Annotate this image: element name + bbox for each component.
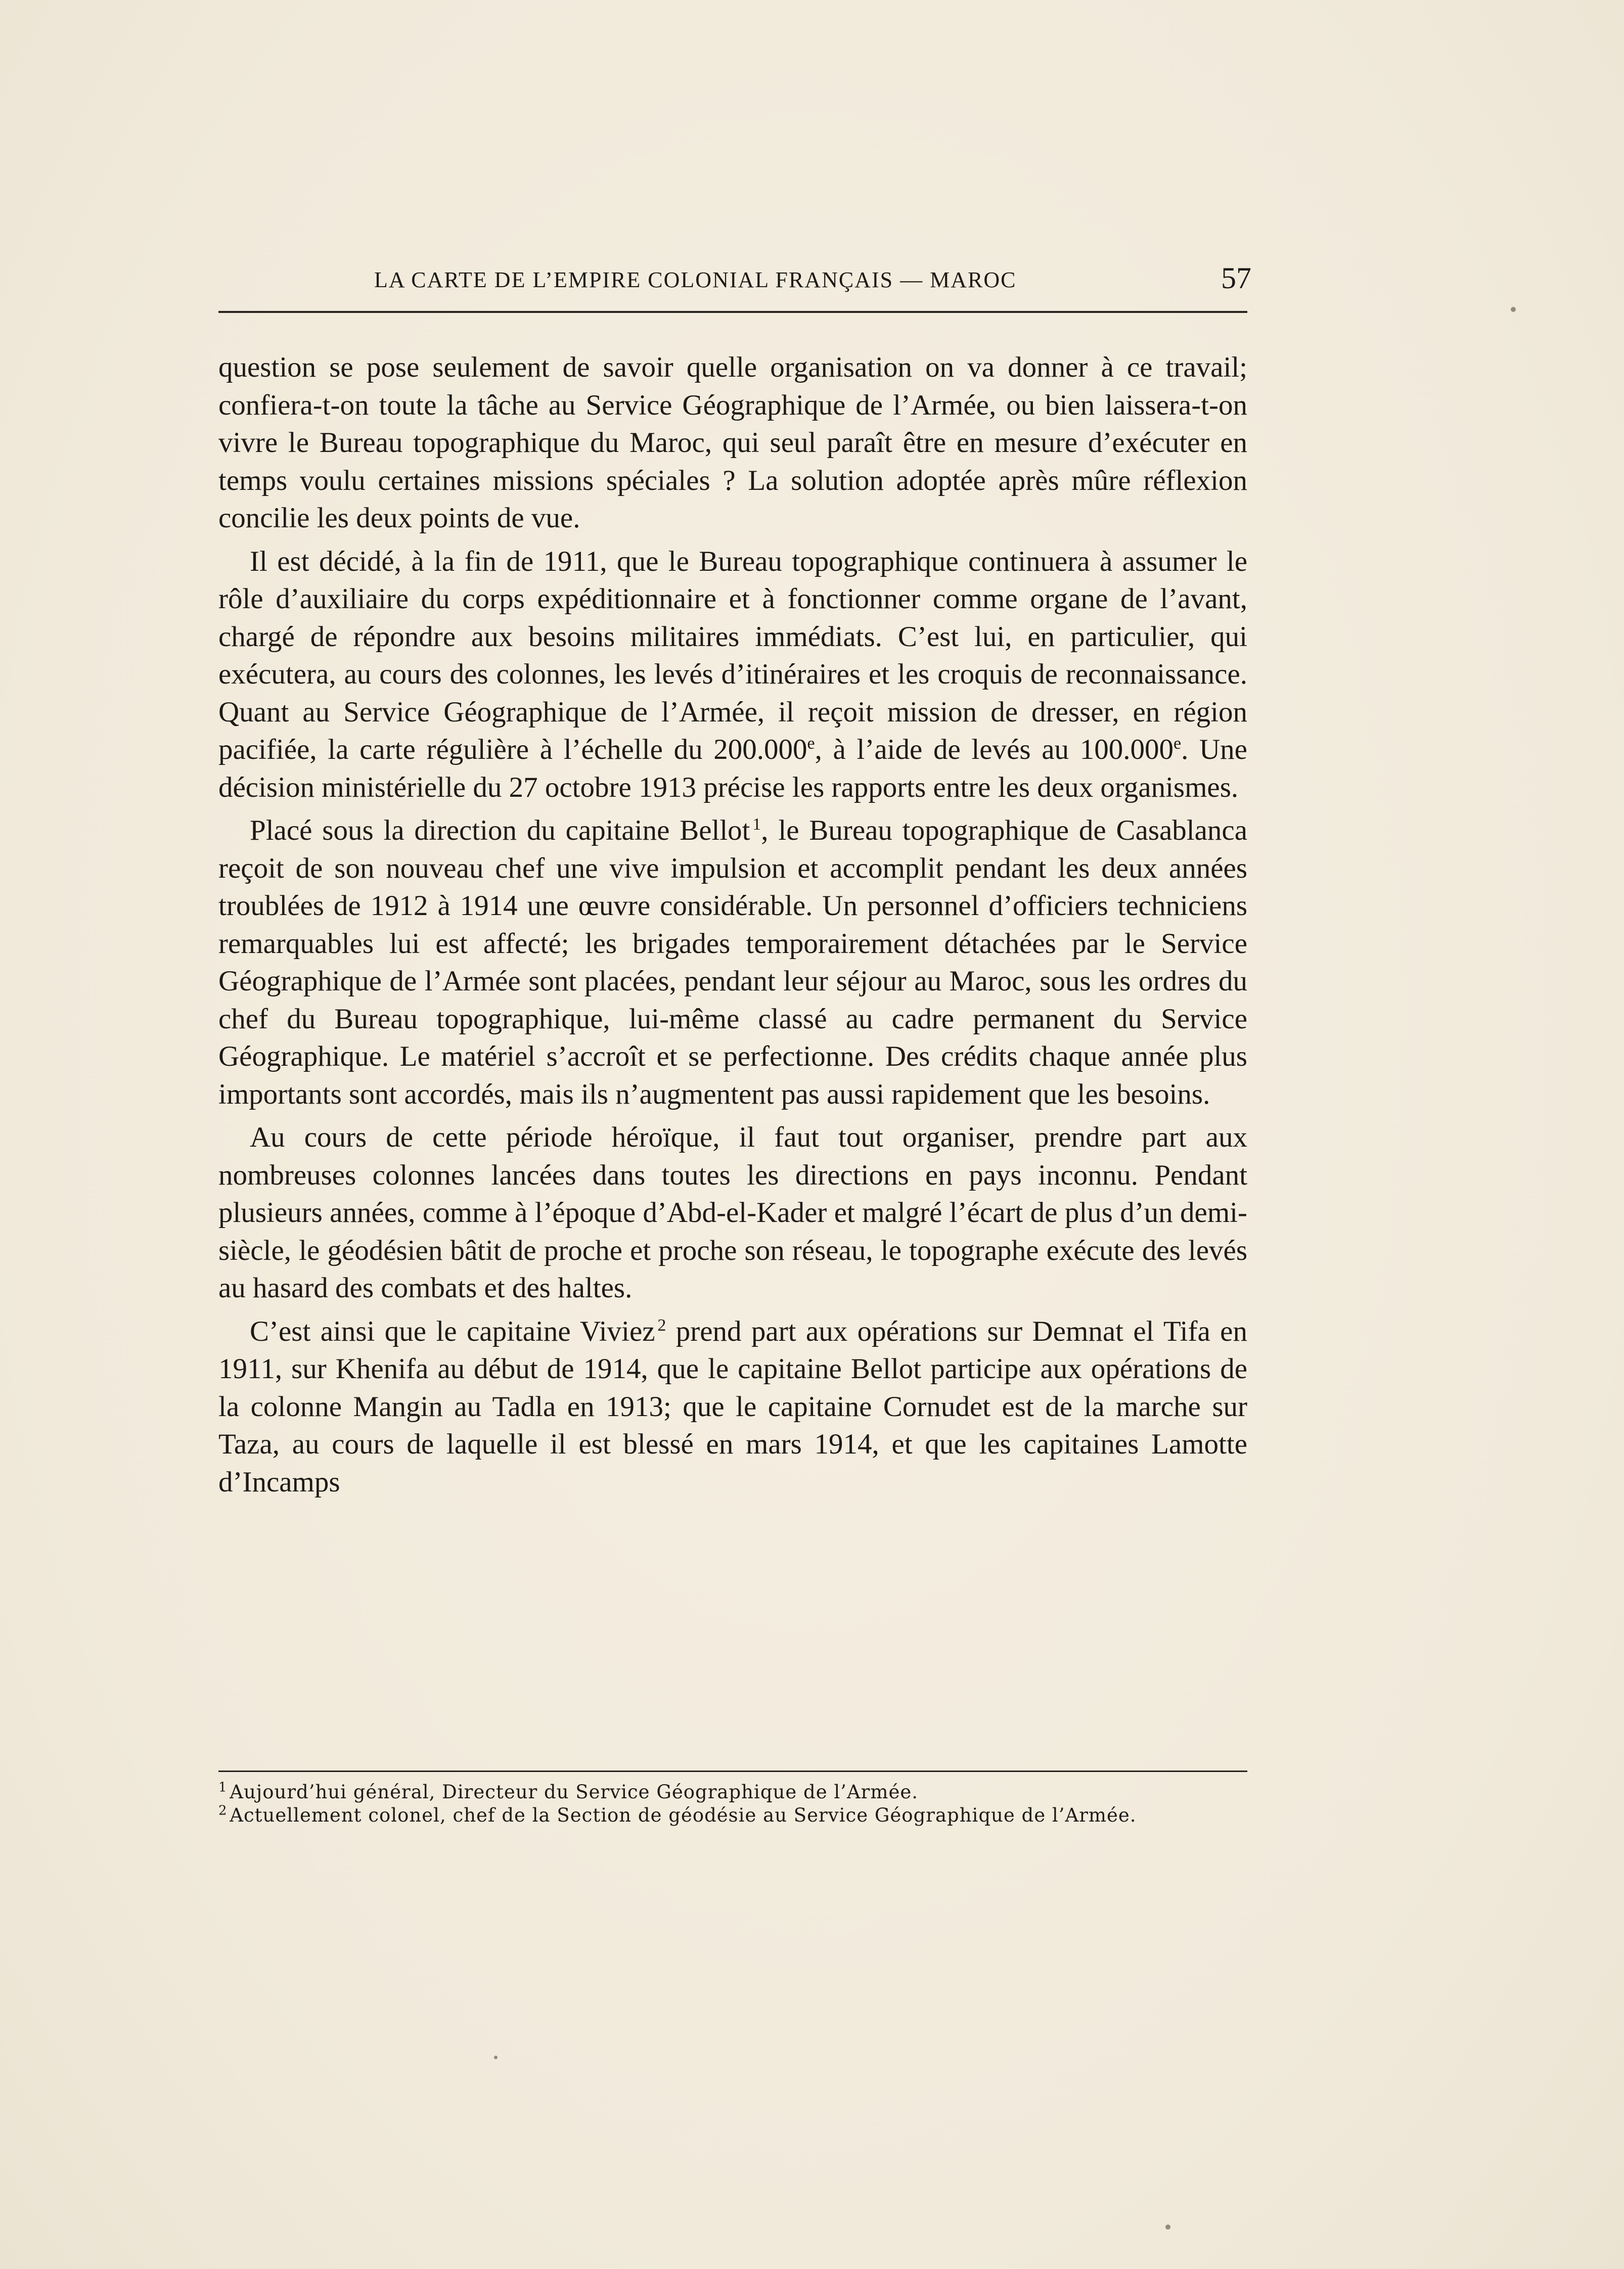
footnotes (218, 1781, 1247, 1827)
paragraph (218, 812, 1247, 1113)
paragraph: question se pose seulement de savoir quelle organisation on va donner à ce travail; confiera-t-on toute la tâche au Service Géographique de l’Armée, ou bien laissera-t-on vivre le Bureau topographique du Maroc, qui seul paraît être en mesure d’exécuter en temps voulu certaines missions spéciales ? La solution adoptée après mûre réflexion concilie les deux points de vue. (218, 351, 1247, 534)
running-head: LA CARTE DE L’EMPIRE COLONIAL FRANÇAIS — MAROC (374, 267, 1017, 292)
footnote-reference[interactable]: 2 (657, 1315, 666, 1335)
paragraph-text: , le Bureau topographique de Casablanca reçoit de son nouveau chef une vive impulsion et accomplit pendant les deux années troublées de 1912 à 1914 une œuvre considérable. Un personnel d’officiers techniciens remarquables lui est affecté; les brigades temporairement détachées par le Service Géographique de l’Armée sont placées, pendant leur séjour au Maroc, sous les ordres du chef du Bureau topographique, lui-même classé au cadre permanent du Service Géographique. Le matériel s’accroît et se perfectionne. Des crédits chaque année plus importants sont accordés, mais ils n’augmentent pas aussi rapidement que les besoins. (218, 814, 1248, 1110)
footnote-reference[interactable]: 1 (752, 815, 761, 834)
paper-speck (494, 2056, 498, 2059)
footnote-text: Aujourd’hui général, Directeur du Service Géographique de l’Armée. (230, 1781, 918, 1803)
paragraph-text: C’est ainsi que le capitaine Viviez (250, 1315, 655, 1347)
header-rule (218, 311, 1247, 313)
footnote (218, 1804, 1247, 1827)
paragraph (218, 1313, 1247, 1502)
paragraph-text: prend part aux opérations sur Demnat el Tifa en 1911, sur Khenifa au début de 1914, que le capitaine Bellot participe aux opérations de la colonne Mangin au Tadla en 1913; que le capitaine Cornudet est de la marche sur Taza, au cours de laquelle il est blessé en mars 1914, et que les capitaines Lamotte d’Incamps (218, 1315, 1247, 1498)
body-text (218, 349, 1247, 1507)
footnote-text: Actuellement colonel, chef de la Section de géodésie au Service Géographique de l’Armée. (230, 1804, 1137, 1826)
footnote-marker: 1 (218, 1780, 228, 1795)
paper-speck (1165, 2225, 1170, 2230)
footnote (218, 1781, 1247, 1804)
page-number: 57 (1221, 261, 1251, 295)
paragraph: Au cours de cette période héroïque, il faut tout organiser, prendre part aux nombreuses colonnes lancées dans toutes les directions en pays inconnu. Pendant plusieurs années, comme à l’époque d’Abd-el-Kader et malgré l’écart de plus d’un demi-siècle, le géodésien bâtit de proche et proche son réseau, le topographe exécute des levés au hasard des combats et des haltes. (218, 1121, 1247, 1304)
footnote-marker: 2 (218, 1803, 228, 1819)
footnote-rule (218, 1771, 1247, 1772)
paragraph-text: Placé sous la direction du capitaine Bellot (250, 814, 750, 846)
paragraph: Il est décidé, à la fin de 1911, que le Bureau topographique continuera à assumer le rôle d’auxiliaire du corps expéditionnaire et à fonctionner comme organe de l’avant, chargé de répondre aux besoins militaires immédiats. C’est lui, en particulier, qui exécutera, au cours des colonnes, les levés d’itinéraires et les croquis de reconnaissance. Quant au Service Géographique de l’Armée, il reçoit mission de dresser, en région pacifiée, la carte régulière à l’échelle du 200.000e, à l’aide de levés au 100.000e. Une décision ministérielle du 27 octobre 1913 précise les rapports entre les deux organismes. (218, 545, 1247, 803)
paper-speck (1511, 307, 1516, 312)
ordinal-suffix: e (807, 734, 815, 753)
ordinal-suffix: e (1173, 734, 1182, 753)
